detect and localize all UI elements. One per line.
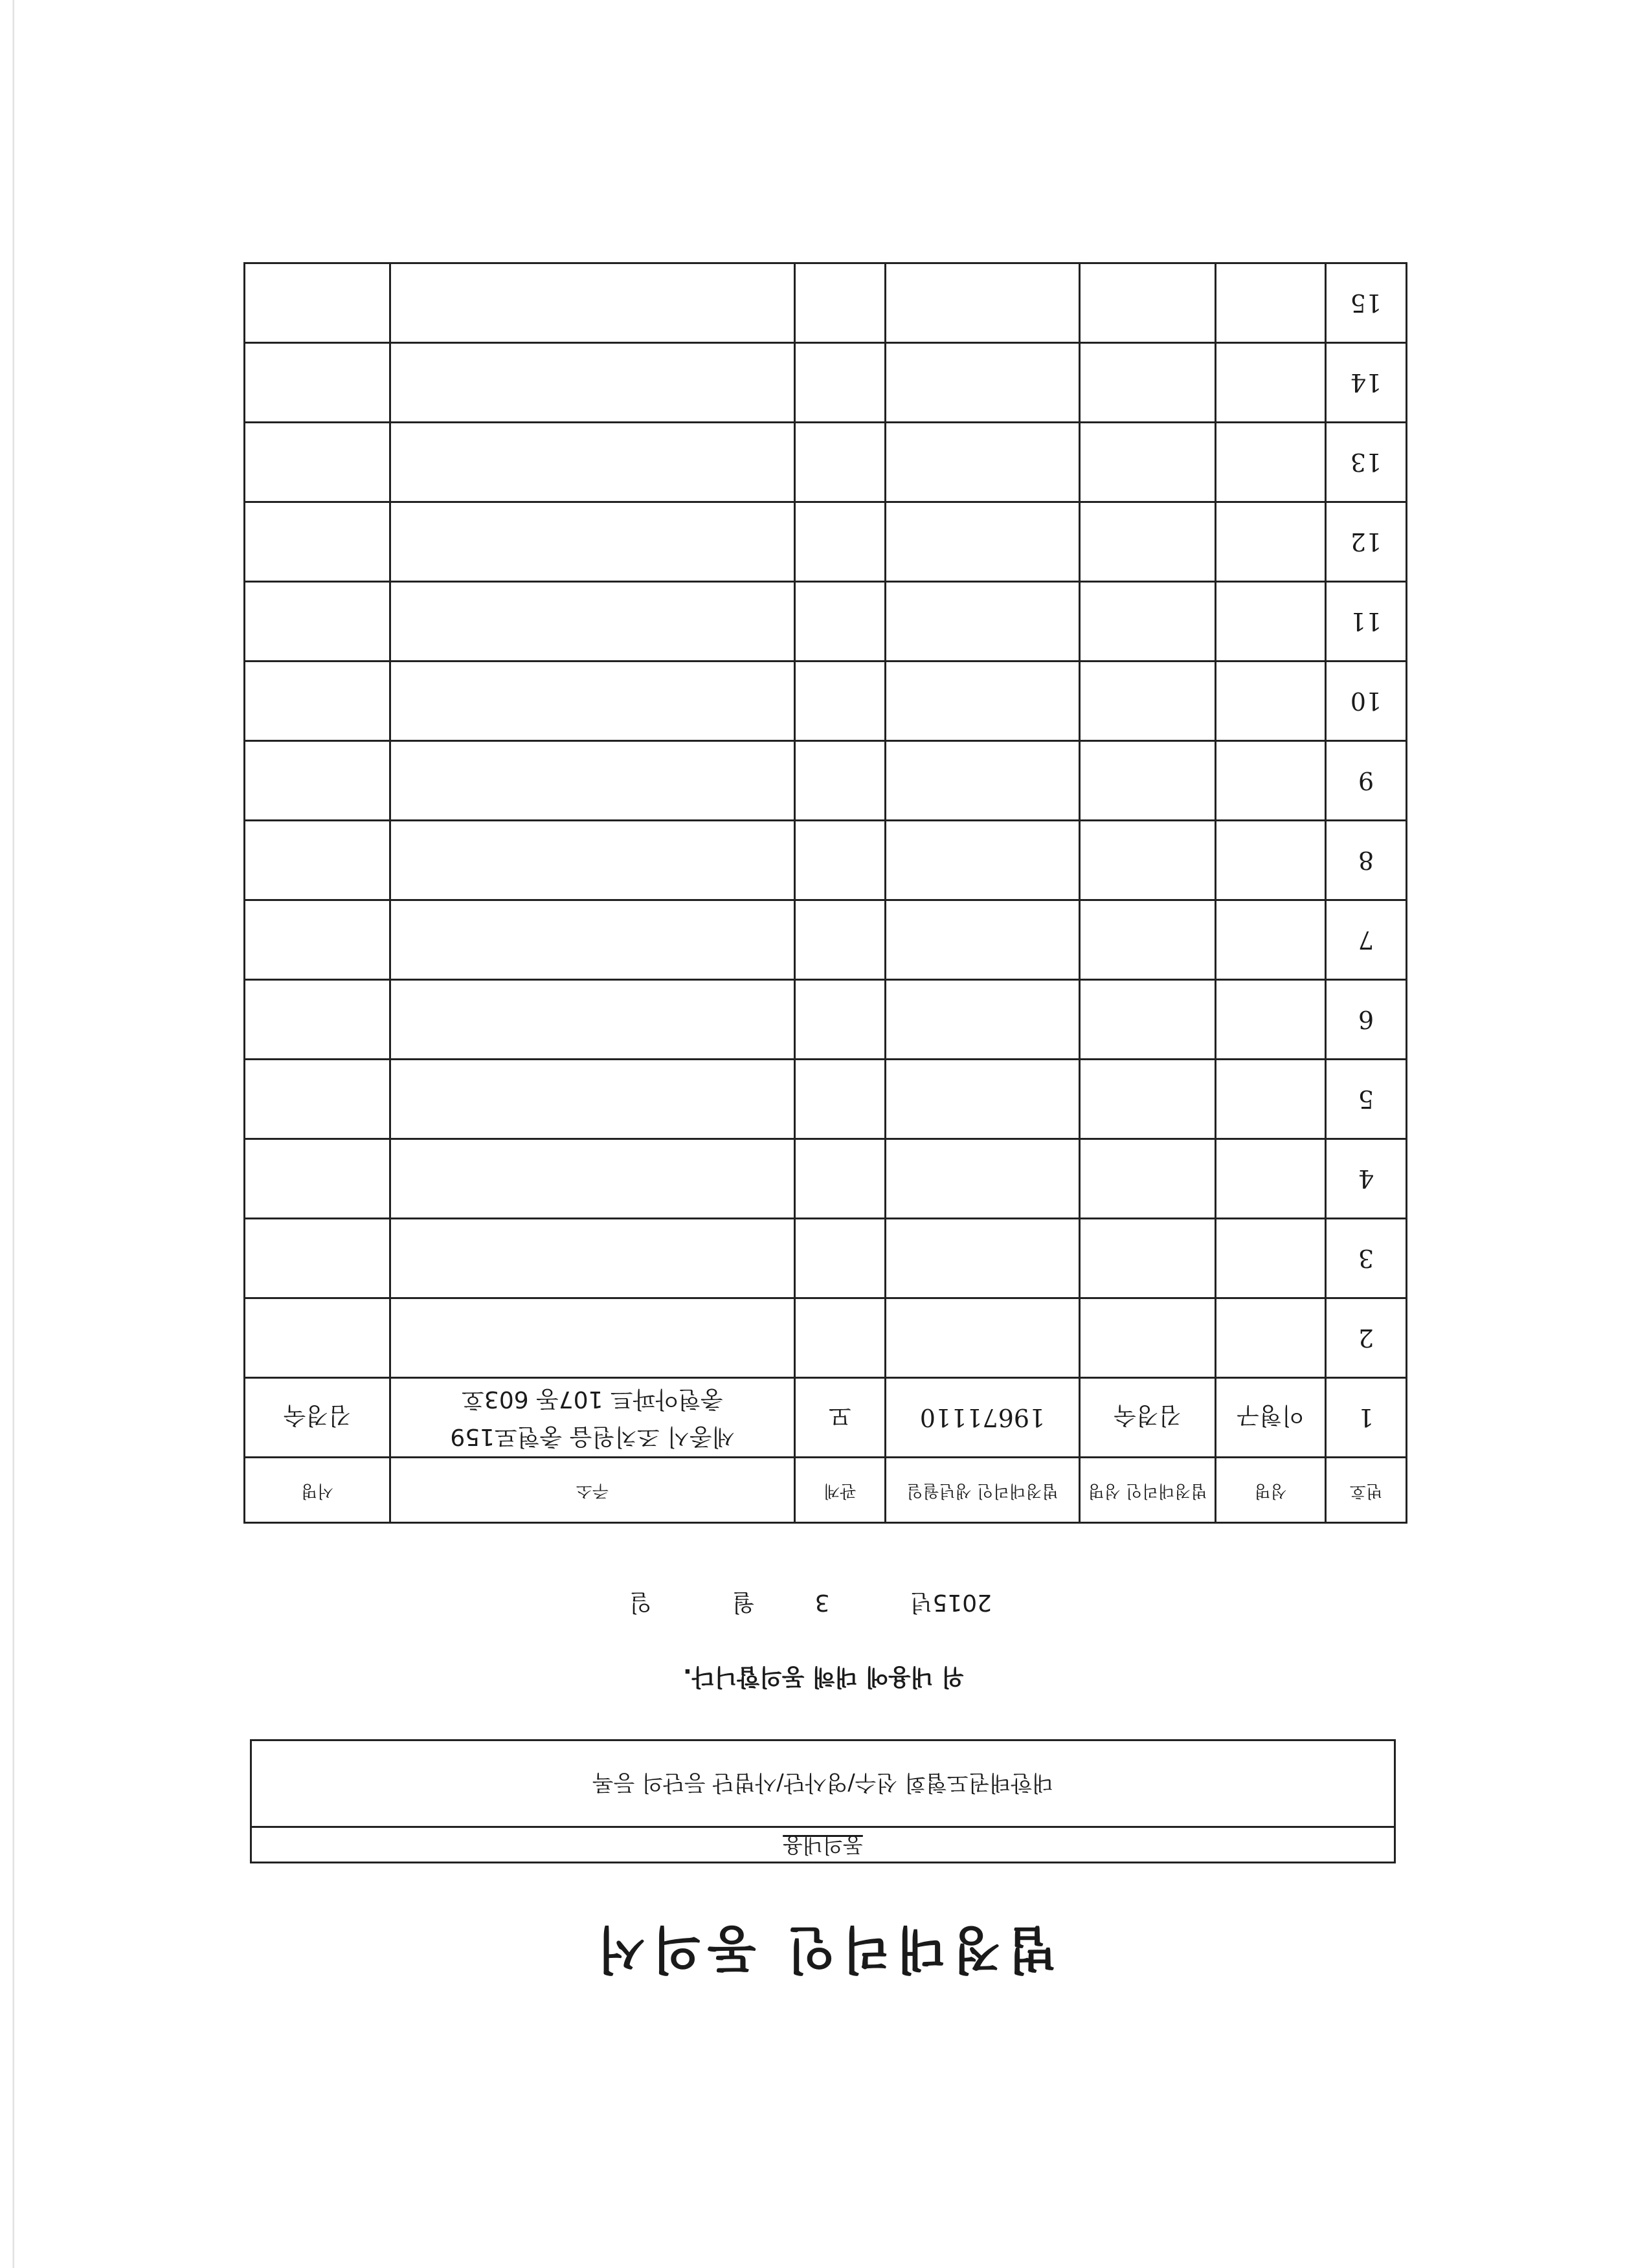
cell-address <box>390 1378 795 1458</box>
cell-signature: 김경숙 <box>245 1378 390 1458</box>
table-row <box>245 662 1407 741</box>
date-line <box>629 1588 992 1621</box>
cell-no: 3 <box>1326 1219 1407 1298</box>
cell-name: 이형구 <box>1216 1378 1326 1458</box>
table-row <box>245 900 1407 980</box>
date-year: 2015년 <box>910 1589 992 1616</box>
table-header-row <box>245 1458 1407 1523</box>
consent-heading <box>252 1826 1394 1862</box>
cell-no: 8 <box>1326 821 1407 900</box>
cell-no: 1 <box>1326 1378 1407 1458</box>
date-month-unit: 월 <box>732 1589 755 1616</box>
table-row <box>245 741 1407 821</box>
cell-guardian-name: 김경숙 <box>1080 1378 1216 1458</box>
cell-no: 10 <box>1326 662 1407 741</box>
cell-no: 5 <box>1326 1060 1407 1139</box>
cell-no: 7 <box>1326 900 1407 980</box>
cell-no: 4 <box>1326 1139 1407 1219</box>
cell-no: 11 <box>1326 582 1407 662</box>
table-row <box>245 821 1407 900</box>
address-line-2: 충현아파트 107동 603호 <box>462 1386 723 1412</box>
header-guardian-name: 법정대리인 성명 <box>1080 1458 1216 1523</box>
header-signature: 서명 <box>245 1458 390 1523</box>
consent-content: 대한태권도협회 선수/영사단/사범단 등단의 등록 <box>592 1770 1054 1796</box>
table-row <box>245 263 1407 343</box>
date-day-unit: 일 <box>629 1589 652 1616</box>
agreement-statement: 위 내용에 대해 동의합니다. <box>683 1663 964 1690</box>
cell-no: 12 <box>1326 502 1407 582</box>
cell-no: 9 <box>1326 741 1407 821</box>
cell-no: 6 <box>1326 980 1407 1060</box>
header-guardian-birth: 법정대리인 생년월일 <box>886 1458 1080 1523</box>
table-row <box>245 1139 1407 1219</box>
cell-relation: 모 <box>795 1378 886 1458</box>
table-row <box>245 1219 1407 1298</box>
table-row <box>245 1378 1407 1458</box>
guardian-table <box>243 262 1407 1524</box>
date-month: 3 <box>814 1589 830 1616</box>
header-name: 성명 <box>1216 1458 1326 1523</box>
cell-no: 15 <box>1326 263 1407 343</box>
cell-no: 14 <box>1326 343 1407 423</box>
table-row <box>245 1060 1407 1139</box>
table-row <box>245 1298 1407 1378</box>
date-month-group <box>732 1588 830 1621</box>
cell-no: 2 <box>1326 1298 1407 1378</box>
table-row <box>245 502 1407 582</box>
table-row <box>245 423 1407 502</box>
consent-heading-text: 동의내용 <box>783 1833 863 1858</box>
header-address: 주소 <box>390 1458 795 1523</box>
date-day-group <box>629 1588 652 1621</box>
cell-no: 13 <box>1326 423 1407 502</box>
header-no: 번호 <box>1326 1458 1407 1523</box>
table-row <box>245 343 1407 423</box>
cell-guardian-birth: 19671110 <box>886 1378 1080 1458</box>
document-title: 법정대리인 동의서 <box>590 1920 1057 1978</box>
table-row <box>245 582 1407 662</box>
address-line-1: 세종시 조치원읍 충현로159 <box>450 1423 735 1450</box>
table-row <box>245 980 1407 1060</box>
consent-box <box>250 1739 1396 1863</box>
header-relation: 관계 <box>795 1458 886 1523</box>
